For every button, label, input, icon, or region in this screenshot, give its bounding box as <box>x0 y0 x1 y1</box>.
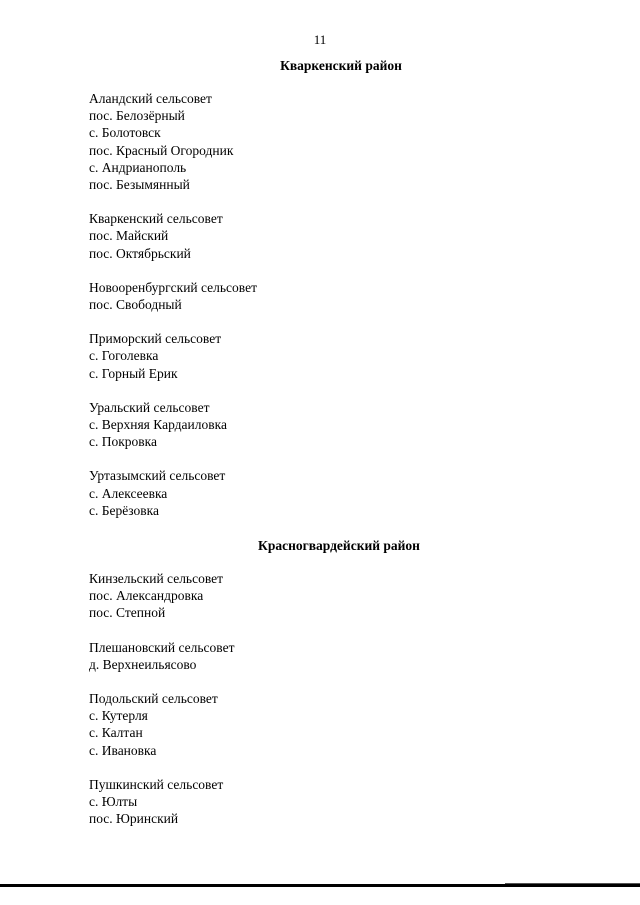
council-block <box>89 330 509 382</box>
settlement-name: с. Калтан <box>89 725 143 741</box>
council-name: Новооренбургский сельсовет <box>89 279 257 295</box>
settlement-name: пос. Свободный <box>89 297 182 313</box>
settlement-name: с. Андрианополь <box>89 159 187 175</box>
settlement-name: пос. Белозёрный <box>89 108 185 124</box>
council-name: Кинзельский сельсовет <box>89 571 224 586</box>
settlement-name: пос. Степной <box>89 605 166 621</box>
settlement-name: пос. Красный Огородник <box>89 142 234 158</box>
council-block <box>89 279 509 313</box>
settlement-name: с. Алексеевка <box>89 485 168 501</box>
council-name: Уральский сельсовет <box>89 399 210 415</box>
council-block <box>89 210 509 262</box>
council-block <box>89 570 509 622</box>
council-block <box>89 776 509 828</box>
council-name: Плешановский сельсовет <box>89 639 235 655</box>
settlement-name: с. Верхняя Кардаиловка <box>89 417 227 433</box>
page-number: 11 <box>313 32 327 47</box>
settlement-name: с. Кутерля <box>89 708 148 724</box>
council-name: Пушкинский сельсовет <box>89 776 224 792</box>
council-name: Уртазымский сельсовет <box>89 468 226 484</box>
council-block <box>89 90 509 193</box>
settlement-name: с. Юлты <box>89 794 138 810</box>
council-name: Приморский сельсовет <box>89 331 222 347</box>
settlement-name: с. Берёзовка <box>89 502 159 518</box>
settlement-name: с. Горный Ерик <box>89 365 178 381</box>
settlement-name: с. Ивановка <box>89 742 157 758</box>
district-section-krasnogvardeysky <box>89 570 509 844</box>
settlement-name: пос. Майский <box>89 228 169 244</box>
council-block <box>89 690 509 759</box>
district-title-kvarkensky: Кваркенский район <box>280 58 402 73</box>
settlement-name: с. Гоголевка <box>89 348 159 364</box>
footer-rule <box>0 884 640 887</box>
settlement-name: пос. Октябрьский <box>89 245 191 261</box>
settlement-name: с. Покровка <box>89 434 158 450</box>
district-title-krasnogvardeysky: Красногвардейский район <box>258 538 420 553</box>
council-name: Подольский сельсовет <box>89 691 218 707</box>
settlement-name: пос. Юринский <box>89 811 179 827</box>
council-block <box>89 399 509 451</box>
settlement-name: д. Верхнеильясово <box>89 656 197 672</box>
council-block <box>89 639 509 673</box>
settlement-name: пос. Александровка <box>89 588 204 604</box>
council-name: Аландский сельсовет <box>89 91 212 106</box>
council-block <box>89 467 509 519</box>
council-name: Кваркенский сельсовет <box>89 211 223 227</box>
settlement-name: пос. Безымянный <box>89 177 190 193</box>
district-section-kvarkensky <box>89 90 509 536</box>
settlement-name: с. Болотовск <box>89 125 161 141</box>
